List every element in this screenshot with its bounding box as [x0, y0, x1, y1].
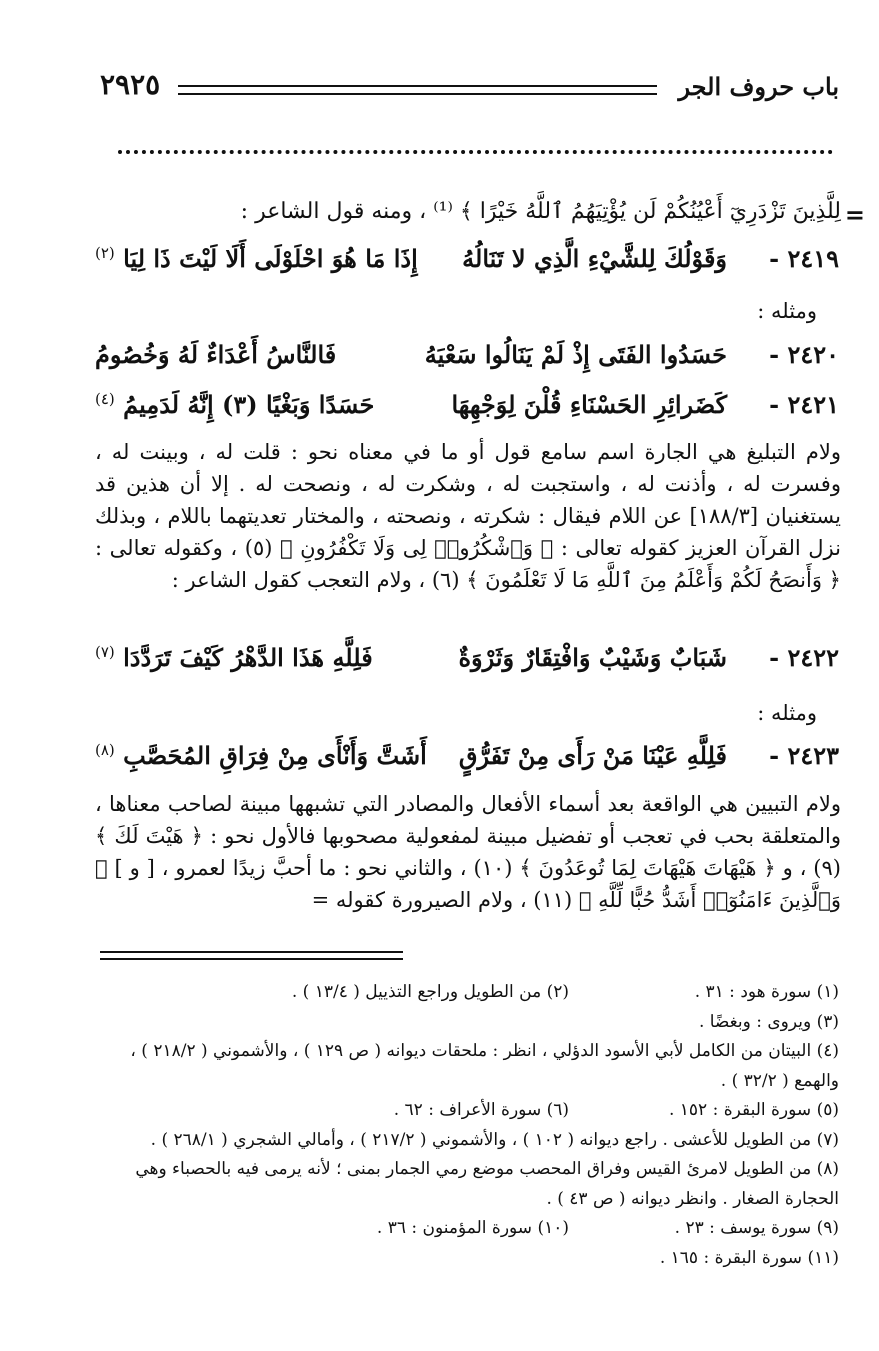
footnotes [95, 978, 839, 1273]
verse-number: ٢٤٢٠ - [769, 340, 839, 369]
footnote-ref: (٢) [95, 244, 115, 262]
verse-first-hemistich: وَقَوْلُكَ لِلشَّيْءِ الَّذِي لا تَنَالُهُ [462, 244, 727, 273]
header-double-rule [178, 85, 657, 95]
opening-line: لِلَّذِينَ تَزْدَرِيٓ أَعْيُنُكُمْ لَن يُؤْتِيَهُمُ ٱللَّهُ خَيْرًا ﴾ ⁽¹⁾ ، ومنه قول الشاعر : [240, 199, 841, 224]
footnote-8: (٨) من الطويل لامرئ القيس وفراق المحصب موضع رمي الجمار بمنى ؛ لأنه يرمى فيه بالحصباء وهي الحجارة الصغار . وانظر ديوانه ( ص ٤٣ ) . [135, 1159, 839, 1209]
footnote-3: (٣) ويروى : وبغضًا . [698, 1011, 839, 1032]
verse-text: فَلِلَّهِ هَذَا الدَّهْرُ كَيْفَ تَرَدَّدَا [123, 643, 373, 672]
footnote-10: (١٠) سورة المؤمنون : ٣٦ . [376, 1218, 569, 1238]
page-header [100, 68, 839, 112]
footnote-row [95, 1214, 839, 1244]
page-number: ٢٩٢٥ [100, 68, 161, 101]
dotted-separator [118, 150, 833, 154]
verse-second-hemistich [95, 643, 373, 672]
paragraph-tabyin: ولام التبيين هي الواقعة بعد أسماء الأفعال والمصادر التي تشبهها مبينة لصاحب معناها ، والمتعلقة بحب في تعجب أو تفضيل مبينة لمفعولية مصحوبها فالأول نحو : ﴿ هَيْتَ لَكَ ﴾ (٩) ، و ﴿ هَيْهَاتَ هَيْهَاتَ لِمَا تُوعَدُونَ ﴾ (١٠) ، والثاني نحو : ما أحبَّ زيدًا لعمرو ، [ و ] ﴿ وَٱلَّذِينَ ءَامَنُوٓا۟ أَشَدُّ حُبًّا لِّلَّهِ ﴾ (١١) ، ولام الصيرورة كقوله = [95, 792, 841, 912]
paragraph-tabligh: ولام التبليغ هي الجارة اسم سامع قول أو ما في معناه نحو : قلت له ، وبينت له ، وفسرت له ، وأذنت له ، واستجبت له ، وشكرت له ، ونصحت له . إلا أن هذين قد يستغنيان [١٨٨/٣] عن اللام فيقال : شكرته ، ونصحته ، والمختار تعديتهما باللام ، وبذلك نزل القرآن العزيز كقوله تعالى : ﴿ وَٱشْكُرُوا۟ لِى وَلَا تَكْفُرُونِ ﴾ (٥) ، وكقوله تعالى : ﴿ وَأَنصَحُ لَكُمْ وَأَعْلَمُ مِنَ ٱللَّهِ مَا لَا تَعْلَمُونَ ﴾ (٦) ، ولام التعجب كقول الشاعر : [95, 440, 841, 592]
mithluhu-label: ومثله : [757, 701, 817, 725]
verse-second-hemistich [95, 244, 418, 273]
footnote-1: (١) سورة هود : ٣١ . [694, 982, 839, 1002]
footnote-7: (٧) من الطويل للأعشى . راجع ديوانه ( ١٠٢ ) ، والأشموني ( ٢١٧/٢ ) ، وأمالي الشجري ( ٢٦٨/١ ) . [150, 1129, 839, 1150]
chapter-title: باب حروف الجر [678, 72, 839, 101]
verse-first-hemistich: فَلِلَّهِ عَيْنَا مَنْ رَأَى مِنْ تَفَرُّقٍ [458, 741, 727, 770]
footnote-4: (٤) البيتان من الكامل لأبي الأسود الدؤلي ، انظر : ملحقات ديوانه ( ص ١٢٩ ) ، والأشموني ( ٢١٨/٢ ) ، والهمع ( ٣٢/٢ ) . [130, 1041, 839, 1091]
verse-second-hemistich [95, 741, 427, 770]
footnote-5: (٥) سورة البقرة : ١٥٢ . [668, 1100, 839, 1120]
footnote-2: (٢) من الطويل وراجع التذييل ( ١٣/٤ ) . [291, 982, 569, 1002]
verse-first-hemistich: كَضَرائِرِ الحَسْنَاءِ قُلْنَ لِوَجْهِهَا [451, 390, 727, 419]
verse-text: حَسَدًا وَبَغْيًا (٣) إِنَّهُ لَدَمِيمُ [123, 390, 375, 419]
footnote-row [95, 978, 839, 1008]
verse-first-hemistich: شَبَابٌ وَشَيْبٌ وَافْتِقَارٌ وَثَرْوَةٌ [458, 643, 727, 672]
footnote-row [95, 1096, 839, 1126]
verse-number: ٢٤٢٣ - [769, 741, 839, 770]
footnote-ref: (٧) [95, 643, 115, 661]
footnote-ref: (٨) [95, 741, 115, 759]
footnote-11: (١١) سورة البقرة : ١٦٥ . [659, 1247, 839, 1268]
verse-2422 [95, 643, 839, 683]
continuation-mark-start: = [844, 200, 865, 229]
verse-second-hemistich [95, 390, 374, 419]
verse-2420 [95, 340, 839, 380]
footnote-ref: (٤) [95, 390, 115, 408]
verse-text: أَشَتَّ وَأَنْأَى مِنْ فِرَاقِ المُحَصَّبِ [123, 741, 427, 770]
verse-text: إِذَا مَا هُوَ احْلَوْلَى أَلَا لَيْتَ ذَا لِيَا [123, 244, 418, 273]
verse-number: ٢٤٢٢ - [769, 643, 839, 672]
footnote-separator [100, 951, 403, 960]
verse-2419 [95, 244, 839, 284]
footnote-6: (٦) سورة الأعراف : ٦٢ . [393, 1100, 569, 1120]
verse-second-hemistich: فَالنَّاسُ أَعْدَاءٌ لَهُ وَخُصُومُ [95, 340, 337, 369]
verse-2421 [95, 390, 839, 430]
verse-2423 [95, 741, 839, 781]
verse-number: ٢٤٢١ - [769, 390, 839, 419]
mithluhu-label: ومثله : [757, 299, 817, 323]
footnote-9: (٩) سورة يوسف : ٢٣ . [674, 1218, 839, 1238]
verse-first-hemistich: حَسَدُوا الفَتَى إِذْ لَمْ يَنَالُوا سَعْيَهُ [424, 340, 727, 369]
verse-number: ٢٤١٩ - [769, 244, 839, 273]
